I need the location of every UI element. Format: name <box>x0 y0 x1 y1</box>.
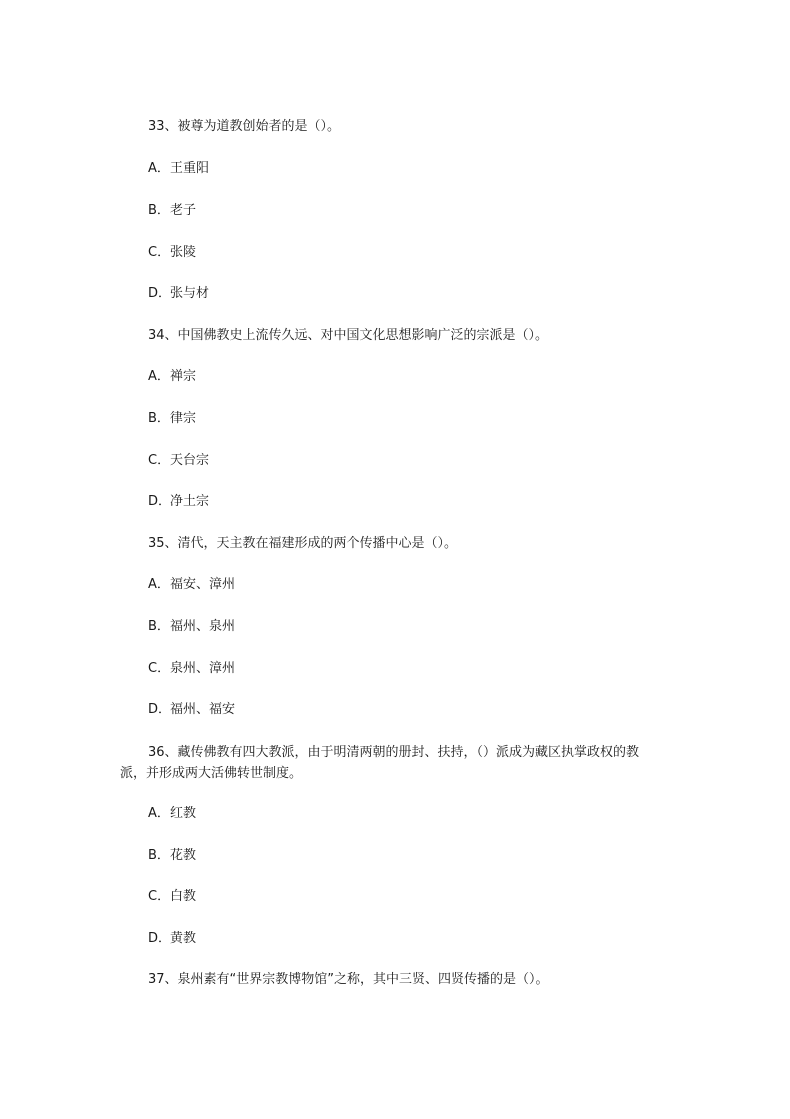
option-letter: A． <box>148 806 170 821</box>
option-a <box>148 805 196 823</box>
option-text: 福州、泉州 <box>170 619 236 634</box>
option-c <box>148 452 209 470</box>
option-letter: D． <box>148 286 172 301</box>
option-letter: D． <box>148 931 172 946</box>
option-text: 张陵 <box>170 245 197 260</box>
option-d <box>148 701 235 719</box>
option-c <box>148 244 196 262</box>
option-text: 白教 <box>170 889 197 904</box>
option-a <box>148 368 196 386</box>
option-letter: A． <box>148 577 170 592</box>
question-stem: 34、中国佛教史上流传久远、对中国文化思想影响广泛的宗派是（）。 <box>148 328 549 343</box>
option-b <box>148 202 196 220</box>
option-c <box>148 888 196 906</box>
option-d <box>148 930 196 948</box>
option-text: 天台宗 <box>170 453 210 468</box>
option-a <box>148 576 235 594</box>
option-d <box>148 493 209 511</box>
option-letter: D． <box>148 494 172 509</box>
option-a <box>148 160 209 178</box>
option-letter: C． <box>148 661 171 676</box>
option-text: 红教 <box>170 806 197 821</box>
option-b <box>148 847 196 865</box>
option-letter: D． <box>148 702 172 717</box>
option-letter: A． <box>148 161 170 176</box>
option-text: 泉州、漳州 <box>170 661 236 676</box>
option-text: 福安、漳州 <box>170 577 236 592</box>
option-letter: B． <box>148 848 170 863</box>
option-d <box>148 285 209 303</box>
question-stem: 35、清代，天主教在福建形成的两个传播中心是（）。 <box>148 536 458 551</box>
option-c <box>148 660 235 678</box>
option-text: 王重阳 <box>170 161 210 176</box>
option-letter: B． <box>148 203 170 218</box>
question-stem: 36、藏传佛教有四大教派，由于明清两朝的册封、扶持，（）派成为藏区执掌政权的教派，并形成两大活佛转世制度。 <box>120 745 640 781</box>
option-letter: C． <box>148 453 171 468</box>
option-letter: B． <box>148 411 170 426</box>
option-b <box>148 618 235 636</box>
option-letter: B． <box>148 619 170 634</box>
option-text: 老子 <box>170 203 197 218</box>
option-letter: C． <box>148 245 171 260</box>
option-text: 张与材 <box>170 286 210 301</box>
option-letter: C． <box>148 889 171 904</box>
option-letter: A． <box>148 369 170 384</box>
option-text: 花教 <box>170 848 197 863</box>
option-text: 福州、福安 <box>170 702 236 717</box>
option-text: 律宗 <box>170 411 197 426</box>
option-text: 净土宗 <box>170 494 210 509</box>
option-text: 禅宗 <box>170 369 197 384</box>
question-stem: 37、泉州素有“世界宗教博物馆”之称，其中三贤、四贤传播的是（）。 <box>148 972 549 987</box>
question-stem: 33、被尊为道教创始者的是（）。 <box>148 119 341 134</box>
option-b <box>148 410 196 428</box>
option-text: 黄教 <box>170 931 197 946</box>
